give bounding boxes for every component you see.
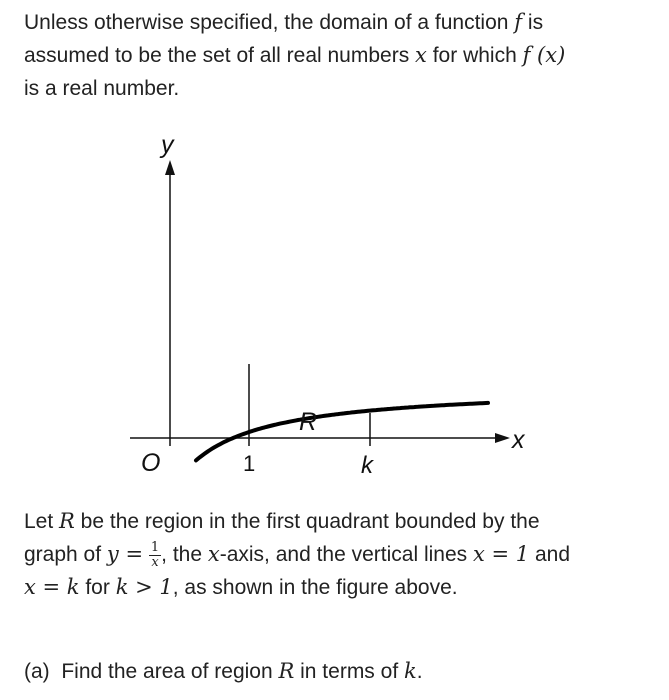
- fraction-numerator: 1: [150, 539, 160, 555]
- math-f-of-x: f (x): [522, 43, 566, 67]
- math-x: x: [415, 43, 427, 67]
- intro-text: is: [522, 11, 544, 34]
- math-x: x: [207, 542, 220, 566]
- part-a: [24, 655, 645, 688]
- math-x-equals-k: x = k: [24, 575, 80, 599]
- part-a-text: in terms of: [294, 660, 404, 683]
- statement-text: be the region in the first quadrant bounded by the: [74, 510, 540, 533]
- statement-text: , the: [161, 543, 208, 566]
- problem-statement: [24, 505, 645, 604]
- part-a-label: (a): [24, 660, 50, 683]
- intro-text: assumed to be the set of all real numbers: [24, 44, 416, 67]
- curve-y-equals-1-over-x: [196, 403, 488, 461]
- intro-text: Unless otherwise specified, the domain of a function: [24, 11, 515, 34]
- tick-label-k: k: [361, 452, 373, 479]
- statement-text: Let: [24, 510, 60, 533]
- y-axis-label: y: [161, 131, 174, 159]
- statement-text: -axis, and the vertical lines: [219, 543, 474, 566]
- part-a-text: Find the area of region: [61, 660, 279, 683]
- math-k-greater-1: k > 1: [115, 575, 173, 599]
- math-y-equals: y =: [106, 542, 144, 566]
- statement-text: and: [529, 543, 571, 566]
- intro-text: for which: [426, 44, 523, 67]
- math-R: R: [278, 659, 295, 683]
- y-axis-arrow: [165, 160, 175, 175]
- part-a-text: .: [416, 660, 423, 683]
- fraction-1-over-x: [149, 541, 161, 570]
- statement-text: , as shown in the figure above.: [172, 576, 458, 599]
- x-axis-label: x: [512, 426, 525, 454]
- math-x-equals-1: x = 1: [473, 542, 530, 566]
- statement-text: graph of: [24, 543, 107, 566]
- math-R: R: [59, 509, 75, 533]
- statement-text: for: [79, 576, 116, 599]
- math-k: k: [404, 659, 417, 683]
- math-f: f: [514, 10, 523, 34]
- intro-text: is a real number.: [24, 77, 180, 100]
- origin-label: O: [141, 449, 161, 477]
- tick-label-1: 1: [243, 451, 256, 476]
- fraction-denominator: x: [151, 554, 159, 570]
- region-label: R: [299, 408, 318, 436]
- x-axis-arrow: [495, 433, 510, 443]
